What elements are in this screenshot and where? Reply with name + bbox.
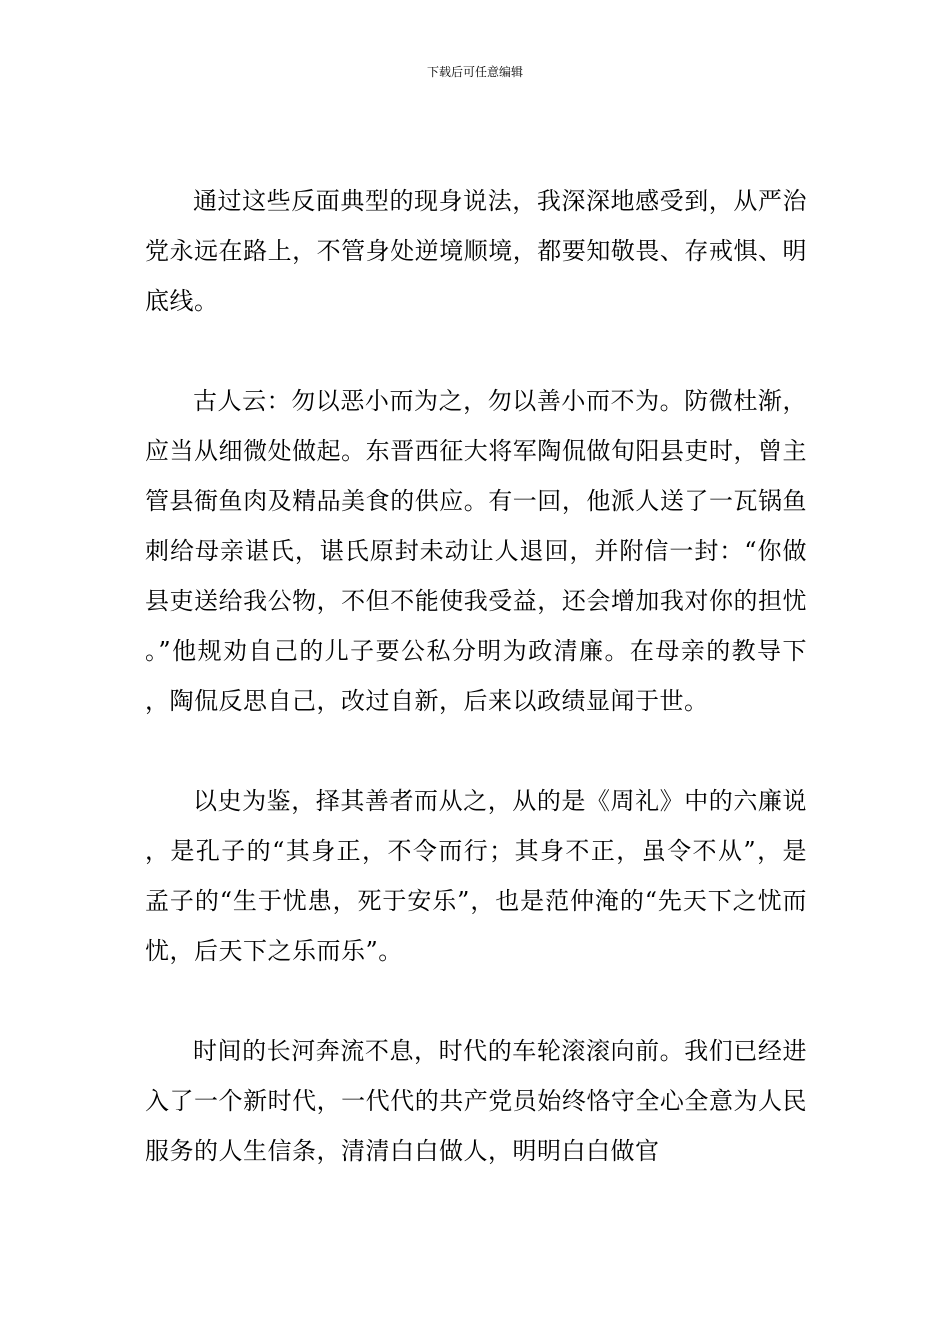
document-body — [145, 176, 807, 1226]
paragraph-4: 时间的长河奔流不息，时代的车轮滚滚向前。我们已经进入了一个新时代，一代代的共产党员始终恪守全心全意为人民服务的人生信条，清清白白做人，明明白白做官 — [145, 1037, 807, 1165]
paragraph-1: 通过这些反面典型的现身说法，我深深地感受到，从严治党永远在路上，不管身处逆境顺境，都要知敬畏、存戒惧、明底线。 — [145, 187, 807, 315]
paragraph-3: 以史为鉴，择其善者而从之，从的是《周礼》中的六廉说，是孔子的“其身正，不令而行；其身不正，虽令不从”，是孟子的“生于忧患，死于安乐”，也是范仲淹的“先天下之忧而忧，后天下之乐而乐”。 — [145, 787, 807, 965]
page-header: 下载后可任意编辑 — [426, 65, 523, 79]
paragraph-2: 古人云：勿以恶小而为之，勿以善小而不为。防微杜渐，应当从细微处做起。东晋西征大将军陶侃做旬阳县吏时，曾主管县衙鱼肉及精品美食的供应。有一回，他派人送了一瓦锅鱼刺给母亲谌氏，谌氏原封未动让人退回，并附信一封：“你做县吏送给我公物，不但不能使我受益，还会增加我对你的担忧。”他规劝自己的儿子要公私分明为政清廉。在母亲的教导下，陶侃反思自己，改过自新，后来以政绩显闻于世。 — [145, 387, 807, 715]
